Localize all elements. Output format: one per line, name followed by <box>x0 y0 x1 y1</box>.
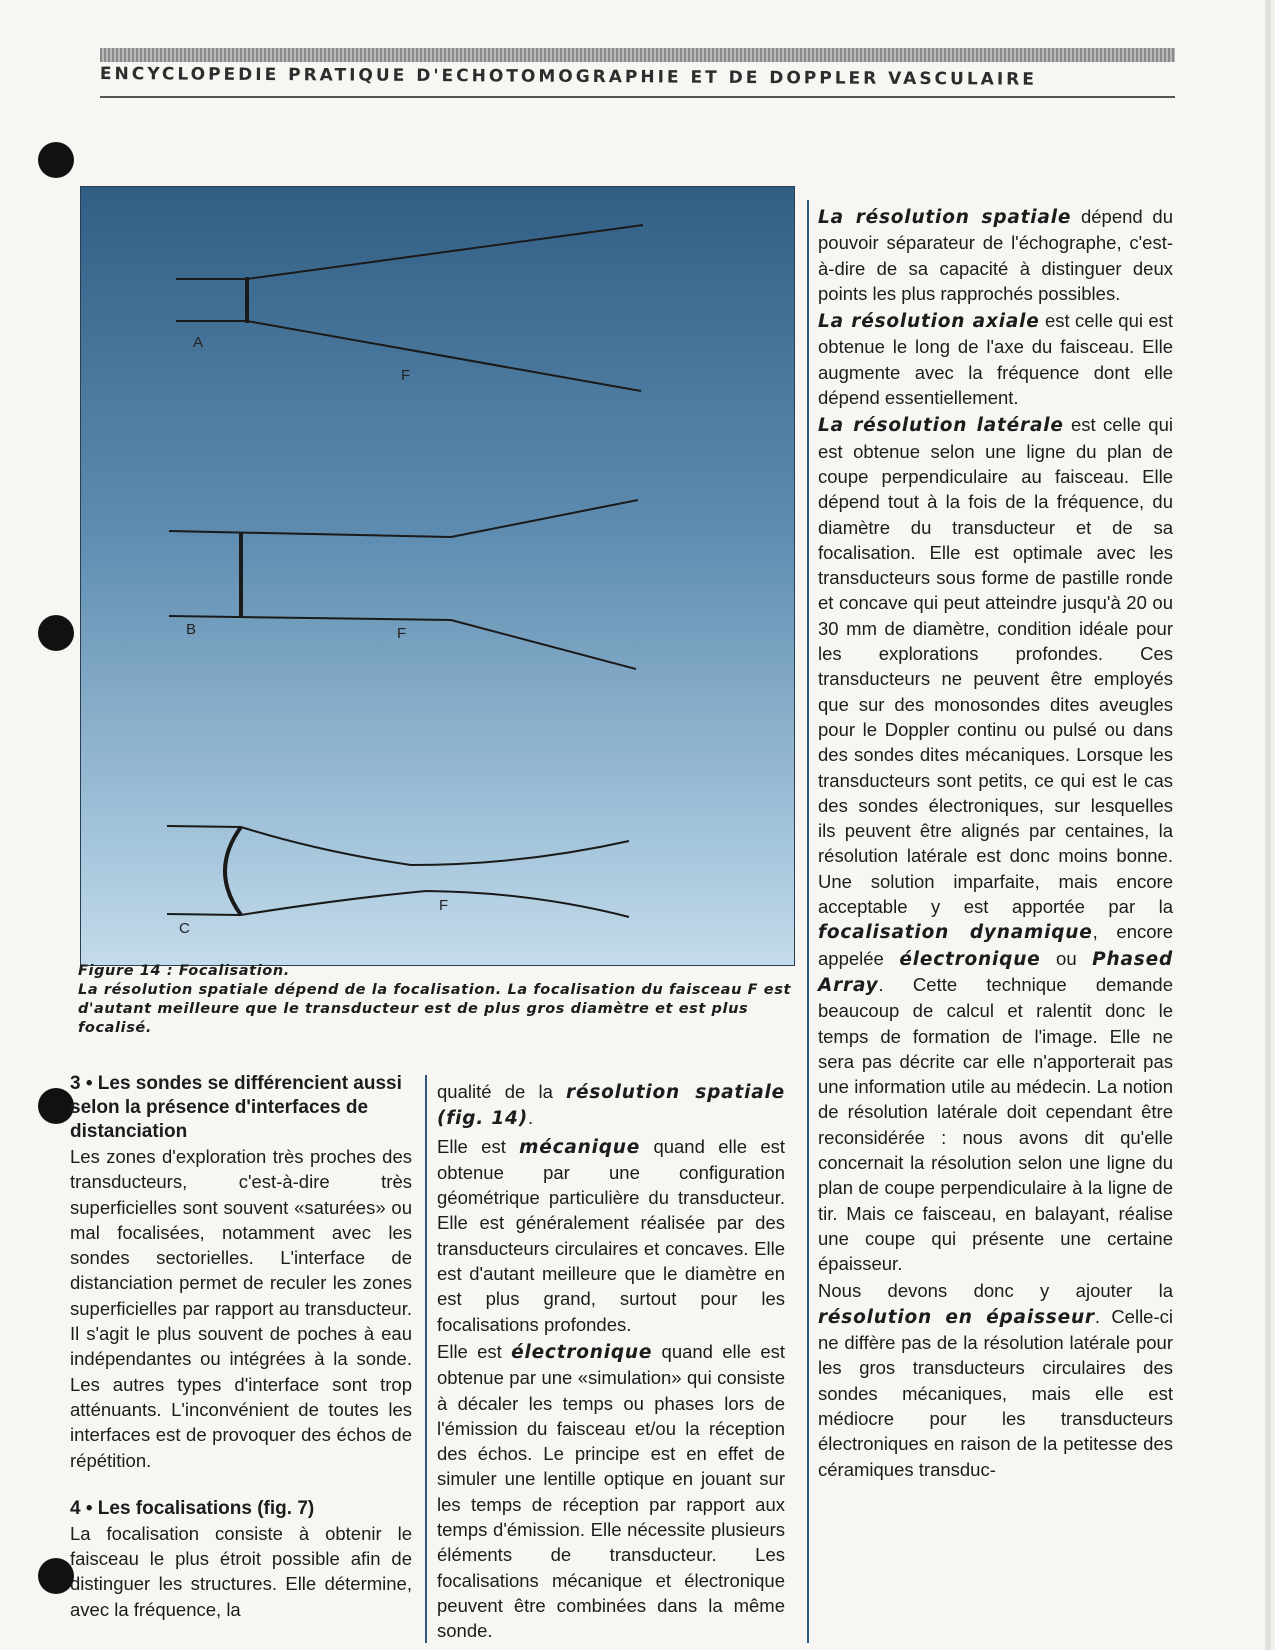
beam-a-bottom-divergence <box>247 321 641 391</box>
beam-diagram-c <box>167 826 629 917</box>
col2-paragraph-3: Elle est électronique quand elle est obtenue par une «simulation» qui consiste à décaler les temps ou phases lors de l'émission du faisceau et/ou la réception des échos. Le principe est en effet de simuler une lentille optique en jouant sur les temps de réception par rapport aux temps d'émission. Elle nécessite plusieurs éléments de transducteur. Les focalisations mécanique et électronique peuvent être combinées dans la même sonde. <box>437 1340 786 1642</box>
caption-title: Figure 14 : Focalisation. <box>78 963 290 979</box>
beam-b-top-divergence <box>451 500 638 537</box>
beam-b-bottom-divergence <box>451 620 636 669</box>
col3-paragraph-4: Nous devons donc y ajouter la résolution en épaisseur. Celle-ci ne diffère pas de la résolution latérale pour les gros transducteurs circulaires des sondes mécaniques, mais elle est médiocre pour les transducteurs électroniques en raison de la petitesse des céramiques transduc- <box>818 1280 1173 1480</box>
col2-paragraph-2: Elle est mécanique quand elle est obtenue par une configuration géométrique particulière du transducteur. Elle est généralement réalisée par des transducteurs circulaires et concaves. Elle est d'autant meilleure que le diamètre en est plus grand, surtout pour les focalisations profondes. <box>437 1135 785 1335</box>
header-pattern-bar <box>100 48 1175 62</box>
header-title: ENCYCLOPEDIE PRATIQUE D'ECHOTOMOGRAPHIE ET DE DOPPLER VASCULAIRE <box>99 64 1037 90</box>
beam-diagram-b <box>169 500 638 669</box>
punch-hole-bottom <box>38 1558 74 1594</box>
col3-paragraph-1: La résolution spatiale dépend du pouvoir séparateur de l'échographe, c'est-à-dire de sa capacité à distinguer deux points les plus rapprochés possibles. <box>818 206 1173 304</box>
label-a: A <box>193 334 204 351</box>
beam-c-top-convergence <box>241 827 629 865</box>
beam-a-top-divergence <box>247 225 643 279</box>
label-f-c: F <box>439 897 449 914</box>
punch-hole-lower <box>38 1088 74 1124</box>
caption-text: La résolution spatiale dépend de la focalisation. La focalisation du faisceau F est d'autant meilleure que le transducteur est de plus gros diamètre et est plus focalisé. <box>78 982 791 1036</box>
section-3-body: Les zones d'exploration très proches des transducteurs, c'est-à-dire très superficielles sont souvent «saturées» ou mal focalisées, notamment avec les sondes sectorielles. L'interface de distanciation permet de reculer les zones superficielles par rapport au transducteur. Il s'agit le plus souvent de poches à eau indépendantes ou intégrées à la sonde. Les autres types d'interface sont trop atténuants. L'inconvénient de toutes les interfaces est de provoquer des échos de répétition. <box>70 1146 412 1471</box>
label-c: C <box>179 920 190 937</box>
transducer-c-concave <box>225 827 241 915</box>
beam-c-top-lead <box>167 826 241 827</box>
beam-b-top-edge <box>169 531 451 537</box>
beam-c-bottom-lead <box>167 914 241 915</box>
term-mecanique: mécanique <box>519 1136 641 1158</box>
focalisation-diagram <box>81 187 794 965</box>
figure-caption <box>78 962 798 1038</box>
focalisation-figure <box>80 186 795 966</box>
punch-hole-middle <box>38 615 74 651</box>
label-b: B <box>186 621 197 638</box>
section-4-heading: 4 • Les focalisations (fig. 7) <box>70 1497 315 1519</box>
column-rule-2 <box>807 200 809 1643</box>
header-rule <box>100 96 1175 98</box>
text-column-2 <box>437 1079 785 1646</box>
beam-b-bottom-edge <box>169 616 451 620</box>
section-3-heading: 3 • Les sondes se différencient aussi selon la présence d'interfaces de distanciation <box>70 1073 402 1142</box>
label-f-b: F <box>397 625 407 642</box>
term-resolution-spatiale: résolution spatiale (fig. 14) <box>437 1082 785 1130</box>
section-4-body: La focalisation consiste à obtenir le faisceau le plus étroit possible afin de distinguer les structures. Elle détermine, avec la fréquence, la <box>70 1522 412 1620</box>
punch-hole-top <box>38 142 74 178</box>
col3-paragraph-2: La résolution axiale est celle qui est obtenue le long de l'axe du faisceau. Elle augmente avec la fréquence dont elle dépend essentiellement. <box>818 310 1173 409</box>
beam-c-bottom-convergence <box>241 891 629 917</box>
column-rule-1 <box>425 1075 427 1643</box>
text-column-1 <box>70 1072 412 1624</box>
col3-paragraph-3: La résolution latérale est celle qui est obtenue selon une ligne du plan de coupe perpendiculaire au faisceau. Elle dépend tout à la fois de la fréquence, du diamètre du transducteur et de sa focalisation. Elle est optimale avec les transducteurs sous forme de pastille ronde et concave qui peut atteindre jusqu'à 20 ou 30 mm de diamètre, condition idéale pour les explorations profondes. Ces transducteurs ne peuvent être employés que sur des monosondes dites aveugles pour le Doppler continu ou pulsé ou dans des sondes dites mécaniques. Lorsque les transducteurs sont petits, ce qui est le cas des sondes électroniques, sur lesquelles ils peuvent être alignés par centaines, la résolution latérale est donc moins bonne. Une solution imparfaite, mais encore acceptable y est apportée par la focalisation dynamique, encore appelée électronique ou Phased Array. Cette technique demande beaucoup de calcul et ralentit donc le temps de formation de l'image. Elle ne sera pas décrite car elle n'apporterait pas une information utile au médecin. La notion de résolution latérale doit cependant être reconsidérée : nous avons dit qu'elle concernait la résolution selon une ligne du plan de coupe perpendiculaire à la ligne de tir. Mais ce faisceau, en balayant, réalise une coupe qui présente une certaine épaisseur. <box>818 414 1173 1275</box>
term-electronique: électronique <box>511 1341 653 1363</box>
col2-paragraph-1: qualité de la résolution spatiale (fig. 14). <box>437 1081 785 1130</box>
label-f-a: F <box>401 367 411 384</box>
text-column-3 <box>818 204 1173 1484</box>
